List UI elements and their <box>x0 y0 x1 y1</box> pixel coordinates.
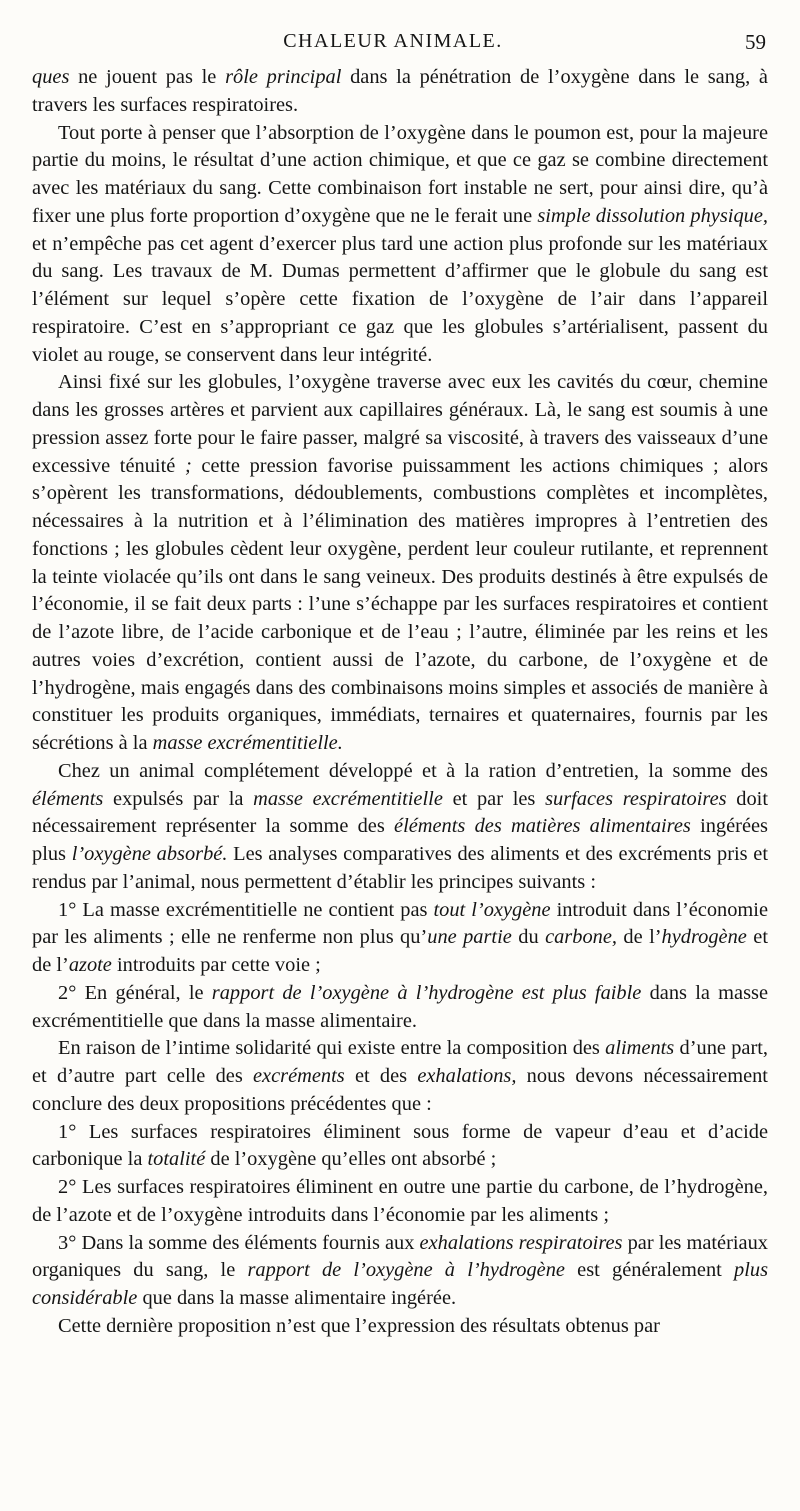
conclusion-3 <box>32 1230 768 1313</box>
paragraph-conclusion-intro <box>32 1035 768 1118</box>
text-run: et des <box>344 1065 418 1087</box>
text-run: de l’ <box>616 926 662 949</box>
emphasis-run: aliments <box>605 1037 675 1060</box>
text-run: que dans la masse alimentaire ingérée. <box>137 1287 457 1309</box>
text-run: et n’empêche pas cet agent d’exercer plus tard une action plus profonde sur les matériaux du sang. Les travaux de M. Dumas permettent d’affirmer que le globule du sang est l’élément sur lequel s’opère cette fixation de l’oxygène de l’air dans l’appareil respiratoire. C’est en s’appropriant ce gaz que les globules s’artérialisent, passent du violet au rouge, se conservent dans leur intégrité. <box>32 232 768 366</box>
body-text <box>32 64 768 1341</box>
text-run: est généralement <box>564 1259 735 1282</box>
page-number: 59 <box>745 30 766 54</box>
text-run: En raison de l’intime solidarité qui existe entre la composition des <box>58 1037 606 1060</box>
text-run: dans la pénétration de l’oxygène dans le sang, à travers les surfaces respiratoires. <box>32 66 768 116</box>
text-run: nous devons nécessairement conclure des deux propositions précédentes que : <box>32 1065 768 1115</box>
text-run: introduit dans l’économie par les aliments ; elle ne renferme non plus qu’ <box>32 898 768 949</box>
text-run: Les analyses comparatives des aliments et des excréments pris et rendus par l’animal, nous permettent d’établir les principes suivants : <box>32 843 769 893</box>
paragraph-globules-circulation <box>32 369 768 758</box>
page-header <box>20 30 766 58</box>
paragraph-continued <box>32 64 768 120</box>
text-run: 3° Dans la somme des éléments fournis aux <box>58 1231 420 1254</box>
emphasis-run: éléments des matières alimentaires <box>394 815 691 838</box>
emphasis-run: simple dissolution physique, <box>537 204 768 227</box>
emphasis-run: hydrogène <box>661 926 747 949</box>
text-run: Cette dernière proposition n’est que l’expression des résultats obtenus par <box>58 1314 660 1337</box>
emphasis-run: excréments <box>253 1065 345 1087</box>
emphasis-run: surfaces respiratoires <box>545 787 727 810</box>
paragraph-animal-balance <box>32 758 768 897</box>
emphasis-run: ; <box>175 454 192 477</box>
emphasis-run: azote <box>68 954 112 976</box>
emphasis-run: rapport de l’oxygène à l’hydrogène <box>247 1259 565 1282</box>
emphasis-run: exhalations, <box>417 1065 517 1087</box>
emphasis-run: carbone, <box>545 926 617 949</box>
text-run: ne jouent pas le <box>69 66 226 88</box>
running-title: CHALEUR ANIMALE. <box>283 30 503 52</box>
text-run: cette pression favorise puissamment les actions chimiques ; alors s’opèrent les transformations, dédoublements, combustions complètes et incomplètes, nécessaires à la nutrition et à l’élimination des matières impropres à l’entretien des fonctions ; les globules cèdent leur oxygène, perdent leur couleur rutilante, et reprennent la teinte violacée qu’ils ont dans le sang veineux. Des produits destinés à être expulsés de l’économie, il se fait deux parts : l’une s’échappe par les surfaces respiratoires et contient de l’azote libre, de l’acide carbonique et de l’eau ; l’autre, éliminée par les reins et les autres voies d’excrétion, contient aussi de l’azote, du carbone, de l’oxygène et de l’hydrogène, mais engagés dans des combinaisons moins simples et associés de manière à constituer les produits organiques, immédiats, ternaires et quaternaires, fournis par les sécrétions à la <box>32 454 769 754</box>
emphasis-run: une partie <box>427 926 512 949</box>
text-run: expulsés par la <box>103 787 254 810</box>
paragraph-oxygen-absorption <box>32 120 768 370</box>
text-run: d’une part, et d’autre part celle des <box>32 1037 768 1087</box>
emphasis-run: masse excrémentitielle. <box>152 732 343 754</box>
text-run: 2° Les surfaces respiratoires éliminent en outre une partie du carbone, de l’hydrogène, de l’azote et de l’oxygène introduits dans l’économie par les aliments ; <box>32 1176 768 1226</box>
text-run: Chez un animal complétement développé et à la ration d’entretien, la somme des <box>58 759 768 782</box>
text-run: 1° Les surfaces respiratoires éliminent sous forme de vapeur d’eau et d’acide carbonique la <box>32 1120 768 1171</box>
text-run: et par les <box>442 787 546 810</box>
text-run: du <box>511 926 546 949</box>
principle-2 <box>32 980 768 1036</box>
principle-1 <box>32 897 768 980</box>
text-run: 1° La masse excrémentitielle ne contient pas <box>58 898 434 921</box>
text-run: dans la masse excrémentitielle que dans la masse alimentaire. <box>32 981 769 1032</box>
emphasis-run: tout l’oxygène <box>433 898 551 921</box>
emphasis-run: rapport de l’oxygène à l’hydrogène est plus faible <box>211 981 642 1004</box>
paragraph-final <box>32 1313 768 1341</box>
conclusion-2 <box>32 1174 768 1230</box>
text-run: Tout porte à penser que l’absorption de l’oxygène dans le poumon est, pour la majeure partie du moins, le résultat d’une action chimique, et que ce gaz se combine directement avec les matériaux du sang. Cette combinaison fort instable ne sert, pour ainsi dire, qu’à fixer une plus forte proportion d’oxygène que ne le ferait une <box>32 121 768 227</box>
text-run: et de l’ <box>32 926 768 976</box>
text-run: de l’oxygène qu’elles ont absorbé ; <box>205 1148 497 1171</box>
text-run: doit nécessairement représenter la somme des <box>32 787 769 838</box>
emphasis-run: exhalations respiratoires <box>419 1231 623 1254</box>
emphasis-run: éléments <box>32 787 104 810</box>
emphasis-run: totalité <box>147 1148 206 1171</box>
conclusion-1 <box>32 1119 768 1175</box>
emphasis-run: plus considérable <box>32 1259 769 1309</box>
text-run: Ainsi fixé sur les globules, l’oxygène traverse avec eux les cavités du cœur, chemine dans les grosses artères et parvient aux capillaires généraux. Là, le sang est soumis à une pression assez forte pour le faire passer, malgré sa viscosité, à travers des vaisseaux d’une excessive ténuité <box>32 371 768 477</box>
emphasis-run: l’oxygène absorbé. <box>71 843 228 865</box>
emphasis-run: ques <box>32 66 70 88</box>
text-run: 2° En général, le <box>58 981 212 1004</box>
emphasis-run: masse excrémentitielle <box>253 787 443 810</box>
text-run: par les matériaux organiques du sang, le <box>32 1231 768 1282</box>
text-run: ingérées plus <box>32 815 768 865</box>
emphasis-run: rôle principal <box>225 66 342 88</box>
text-run: introduits par cette voie ; <box>111 954 321 976</box>
